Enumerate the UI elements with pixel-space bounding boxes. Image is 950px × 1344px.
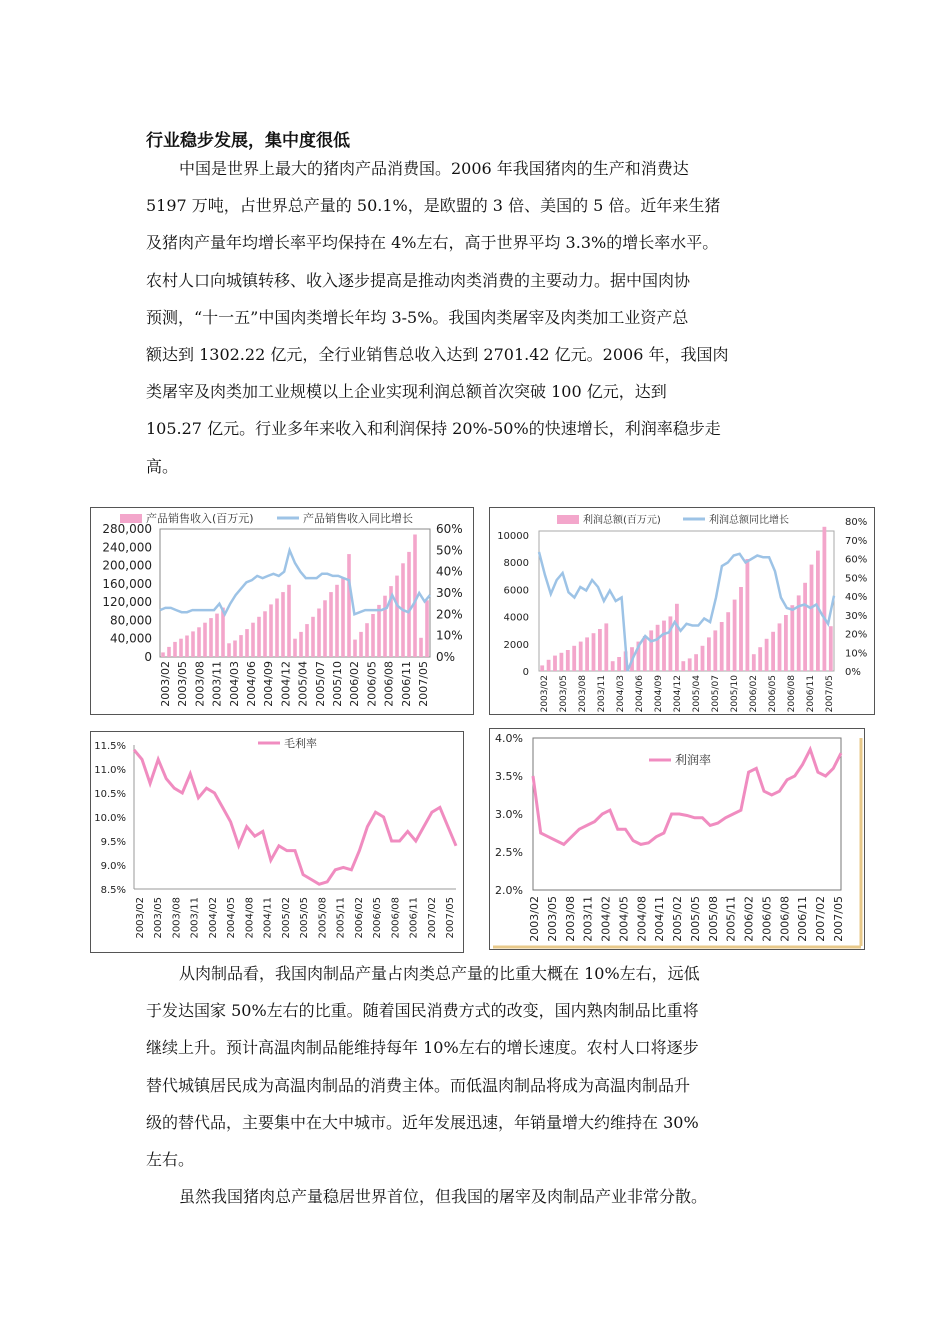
x-tick-label: 2003/08	[563, 896, 577, 942]
legend-entry: 利润总额(百万元)	[583, 515, 661, 526]
bar	[713, 630, 717, 671]
x-tick-label: 2005/11	[335, 897, 347, 939]
x-tick-label: 2003/08	[193, 661, 207, 707]
chart-total-profit	[489, 507, 875, 715]
y-tick-label: 40,000	[110, 631, 152, 646]
bar	[179, 639, 183, 657]
bar	[675, 604, 679, 671]
bar	[778, 623, 782, 671]
x-tick-label: 2005/04	[692, 675, 702, 713]
x-tick-label: 2006/08	[778, 896, 792, 942]
x-tick-label: 2006/02	[353, 897, 365, 939]
y-tick-label: 280,000	[102, 522, 152, 536]
x-tick-label: 2005/02	[671, 896, 685, 942]
para2-line: 左右。	[146, 1150, 195, 1170]
bar	[293, 639, 297, 657]
x-tick-label: 2006/11	[796, 896, 810, 942]
x-tick-label: 2003/08	[171, 897, 183, 939]
x-tick-label: 2003/02	[135, 897, 146, 939]
x-tick-label: 2007/05	[445, 897, 456, 939]
para1-line: 5197 万吨，占世界总产量的 50.1%，是欧盟的 3 倍、美国的 5 倍。近年来生猪	[146, 196, 721, 216]
y-tick-label: 4000	[503, 612, 529, 624]
bar	[540, 665, 544, 671]
para1-line: 105.27 亿元。行业多年来收入和利润保持 20%-50%的快速增长，利润率稳步走	[146, 419, 721, 439]
bar	[643, 636, 647, 671]
bar	[649, 630, 653, 671]
bar	[365, 623, 369, 657]
x-tick-label: 2005/07	[711, 675, 721, 713]
bar	[585, 637, 589, 671]
x-tick-label: 2004/08	[635, 896, 649, 942]
x-tick-label: 2007/05	[417, 661, 430, 707]
y-tick-label: 80,000	[110, 613, 152, 628]
y-tick-label: 60%	[436, 522, 463, 536]
x-tick-label: 2006/02	[742, 896, 756, 942]
y-tick-label: 30%	[436, 586, 463, 600]
y-tick-label: 40%	[436, 564, 463, 579]
legend-entry: 产品销售收入(百万元)	[146, 512, 254, 525]
bar	[598, 629, 602, 671]
x-tick-label: 2005/08	[706, 896, 720, 942]
bar	[604, 623, 608, 671]
para2-line: 于发达国家 50%左右的比重。随着国民消费方式的改变，国内熟肉制品比重将	[146, 1001, 699, 1021]
bar	[733, 600, 737, 671]
paragraph-2	[146, 955, 806, 1178]
bar	[611, 661, 615, 671]
bar	[617, 657, 621, 671]
bar	[395, 576, 399, 657]
x-tick-label: 2006/11	[399, 661, 413, 707]
bar	[407, 552, 411, 657]
paragraph-1	[146, 150, 806, 485]
x-tick-label: 2004/11	[653, 896, 667, 942]
bar	[829, 626, 833, 671]
y-tick-label: 11.5%	[94, 741, 126, 752]
bar	[197, 627, 201, 657]
chart-sales-revenue	[90, 507, 474, 715]
y-tick-label: 20%	[845, 629, 868, 641]
x-tick-label: 2003/11	[189, 897, 201, 939]
y-tick-label: 10000	[497, 531, 529, 542]
x-tick-label: 2003/05	[176, 661, 190, 707]
bar	[299, 632, 303, 657]
x-tick-label: 2003/05	[545, 896, 559, 942]
bar	[553, 656, 557, 671]
y-tick-label: 3.5%	[495, 770, 523, 783]
y-tick-label: 9.0%	[100, 861, 126, 872]
x-tick-label: 2006/08	[787, 675, 797, 713]
y-tick-label: 0	[522, 667, 529, 678]
bar	[669, 616, 673, 671]
bar	[245, 629, 249, 657]
x-tick-label: 2004/02	[207, 897, 219, 939]
legend-entry: 产品销售收入同比增长	[303, 512, 413, 525]
bar	[311, 617, 315, 657]
bar	[239, 635, 243, 657]
y-tick-label: 4.0%	[495, 732, 523, 745]
x-tick-label: 2006/02	[749, 675, 759, 713]
x-tick-label: 2004/11	[262, 897, 274, 939]
x-tick-label: 2003/11	[210, 661, 224, 707]
y-tick-label: 200,000	[102, 558, 152, 573]
bar	[592, 633, 596, 671]
bar	[790, 605, 794, 671]
bar	[335, 585, 339, 657]
bar	[185, 636, 189, 658]
bar	[720, 622, 724, 671]
bar	[419, 638, 423, 657]
y-tick-label: 8.5%	[100, 885, 126, 896]
y-tick-label: 50%	[436, 543, 463, 558]
bar	[425, 600, 429, 657]
bar	[257, 617, 261, 657]
x-tick-label: 2003/05	[559, 675, 569, 713]
legend-swatch	[557, 515, 579, 524]
bar	[341, 578, 345, 658]
x-tick-label: 2004/02	[599, 896, 613, 942]
bar	[726, 612, 730, 671]
bar	[323, 600, 327, 657]
y-tick-label: 8000	[503, 558, 529, 570]
x-tick-label: 2006/05	[760, 896, 774, 942]
legend-entry: 利润率	[675, 753, 712, 767]
x-tick-label: 2003/02	[528, 896, 541, 942]
para1-line: 类屠宰及肉类加工业规模以上企业实现利润总额首次突破 100 亿元，达到	[146, 382, 667, 402]
bar	[329, 592, 333, 657]
chart-sales-revenue-svg	[90, 507, 474, 715]
x-tick-label: 2006/05	[365, 661, 379, 707]
y-tick-label: 60%	[845, 554, 868, 566]
section-heading: 行业稳步发展，集中度很低	[146, 131, 350, 151]
y-tick-label: 6000	[503, 585, 529, 597]
x-tick-label: 2004/12	[673, 675, 683, 713]
x-tick-label: 2005/10	[730, 675, 740, 713]
bar	[810, 565, 814, 671]
bar	[765, 639, 769, 671]
bar	[413, 535, 417, 658]
bar	[662, 621, 666, 671]
y-tick-label: 0	[144, 650, 152, 664]
y-tick-label: 2.0%	[495, 884, 523, 897]
y-tick-label: 10.5%	[94, 789, 126, 800]
x-tick-label: 2004/09	[654, 675, 664, 713]
x-tick-label: 2005/05	[688, 896, 702, 942]
legend-entry: 毛利率	[284, 737, 317, 750]
chart-total-profit-svg	[489, 507, 875, 715]
x-tick-label: 2005/10	[331, 661, 344, 707]
x-tick-label: 2004/06	[635, 675, 645, 713]
x-tick-label: 2005/08	[317, 897, 329, 939]
y-tick-label: 2.5%	[495, 846, 523, 859]
x-tick-label: 2006/11	[408, 897, 420, 939]
x-tick-label: 2004/03	[227, 661, 241, 707]
x-tick-label: 2007/05	[832, 896, 845, 942]
x-tick-label: 2004/03	[616, 675, 626, 713]
bar	[305, 624, 309, 657]
bar	[803, 583, 807, 671]
para1-line: 中国是世界上最大的猪肉产品消费国。2006 年我国猪肉的生产和消费达	[179, 159, 689, 178]
y-tick-label: 3.0%	[495, 808, 523, 821]
bar	[377, 605, 381, 657]
y-tick-label: 40%	[845, 592, 868, 603]
bar	[209, 618, 213, 657]
x-tick-label: 2007/02	[814, 896, 828, 942]
bar	[281, 592, 285, 657]
x-tick-label: 2003/02	[159, 661, 172, 707]
para1-line: 高。	[146, 456, 179, 476]
x-tick-label: 2005/07	[313, 661, 327, 707]
bar	[263, 611, 267, 657]
bar	[359, 632, 363, 657]
x-tick-label: 2004/05	[226, 897, 238, 939]
x-tick-label: 2006/05	[372, 897, 384, 939]
chart-gross-margin	[90, 731, 464, 953]
y-tick-label: 240,000	[102, 540, 152, 555]
para2-line: 替代城镇居民成为高温肉制品的消费主体。而低温肉制品将成为高温肉制品升	[146, 1075, 691, 1095]
bar	[758, 647, 762, 671]
x-tick-label: 2006/11	[806, 675, 816, 713]
para1-line: 额达到 1302.22 亿元，全行业销售总收入达到 2701.42 亿元。2006 年，我国肉	[146, 345, 729, 365]
x-tick-label: 2004/08	[244, 897, 256, 939]
bar	[688, 658, 692, 671]
y-tick-label: 0%	[436, 650, 456, 664]
bar	[173, 642, 177, 657]
bar	[353, 640, 357, 657]
bar	[371, 614, 375, 657]
para1-line: 及猪肉产量年均增长率平均保持在 4%左右，高于世界平均 3.3%的增长率水平。	[146, 233, 719, 253]
paragraph-3	[146, 1178, 806, 1215]
y-tick-label: 50%	[845, 573, 868, 585]
para2-line: 级的替代品，主要集中在大中城市。近年发展迅速，年销量增大约维持在 30%	[146, 1112, 699, 1132]
x-tick-label: 2005/11	[724, 896, 738, 942]
x-tick-label: 2007/02	[426, 897, 438, 939]
bar	[694, 654, 698, 671]
x-tick-label: 2003/08	[578, 675, 588, 713]
bar	[560, 653, 564, 671]
x-tick-label: 2007/05	[825, 675, 835, 713]
bar	[203, 623, 207, 657]
x-tick-label: 2004/05	[617, 896, 631, 942]
x-tick-label: 2003/05	[153, 897, 165, 939]
y-tick-label: 160,000	[102, 576, 152, 591]
bar	[572, 646, 576, 671]
x-tick-label: 2005/02	[280, 897, 292, 939]
bar	[701, 646, 705, 671]
chart-gross-margin-svg	[90, 731, 464, 953]
bar	[771, 632, 775, 671]
x-tick-label: 2003/02	[540, 675, 550, 713]
x-tick-label: 2006/08	[390, 897, 402, 939]
para2-line: 从肉制品看，我国肉制品产量占肉类总产量的比重大概在 10%左右，远低	[179, 964, 700, 983]
bar	[656, 625, 660, 671]
x-tick-label: 2006/08	[382, 661, 396, 707]
y-tick-label: 120,000	[102, 595, 152, 610]
bar	[215, 614, 219, 657]
para1-line: 预测，“十一五”中国肉类增长年均 3-5%。我国肉类屠宰及肉类加工业资产总	[146, 307, 689, 327]
bar	[547, 660, 551, 671]
bar	[317, 609, 321, 658]
x-tick-label: 2004/09	[262, 661, 276, 707]
bar	[233, 641, 237, 658]
y-tick-label: 70%	[845, 535, 868, 547]
x-tick-label: 2005/04	[296, 661, 310, 707]
bar	[167, 647, 171, 657]
bar	[681, 661, 685, 671]
x-tick-label: 2003/11	[581, 896, 595, 942]
bar	[251, 623, 255, 657]
bar	[746, 559, 750, 671]
bar	[784, 615, 788, 671]
legend-entry: 利润总额同比增长	[709, 515, 789, 526]
bar	[191, 631, 195, 657]
bar	[383, 596, 387, 657]
para3-line: 虽然我国猪肉总产量稳居世界首位，但我国的屠宰及肉制品产业非常分散。	[179, 1187, 708, 1206]
para1-line: 农村人口向城镇转移、收入逐步提高是推动肉类消费的主要动力。据中国肉协	[146, 270, 691, 290]
y-tick-label: 10%	[845, 648, 868, 660]
bar	[707, 637, 711, 671]
y-tick-label: 11.0%	[94, 765, 126, 776]
y-tick-label: 0%	[845, 667, 861, 678]
y-tick-label: 20%	[436, 607, 463, 622]
x-tick-label: 2004/06	[245, 661, 258, 707]
plot-area	[539, 531, 834, 671]
para2-line: 继续上升。预计高温肉制品能维持每年 10%左右的增长速度。农村人口将逐步	[146, 1038, 699, 1058]
y-tick-label: 10%	[436, 628, 463, 643]
bar	[566, 650, 570, 671]
bar	[227, 643, 231, 657]
bar	[752, 654, 756, 671]
x-tick-label: 2004/12	[279, 661, 293, 707]
x-tick-label: 2003/11	[597, 675, 607, 713]
bar	[823, 527, 827, 671]
bar	[287, 585, 291, 657]
x-tick-label: 2006/05	[768, 675, 778, 713]
bar	[347, 554, 351, 657]
y-tick-label: 10.0%	[94, 813, 126, 824]
chart-profit-margin	[489, 728, 865, 950]
y-tick-label: 2000	[503, 639, 529, 651]
y-tick-label: 9.5%	[100, 837, 126, 848]
y-tick-label: 30%	[845, 610, 868, 622]
y-tick-label: 80%	[845, 517, 868, 528]
chart-profit-margin-svg	[489, 728, 865, 950]
bar	[579, 642, 583, 671]
x-tick-label: 2005/05	[299, 897, 311, 939]
bar	[275, 599, 279, 658]
bar	[739, 587, 743, 671]
bar	[161, 652, 165, 657]
bar	[269, 604, 273, 657]
x-tick-label: 2006/02	[348, 661, 362, 707]
